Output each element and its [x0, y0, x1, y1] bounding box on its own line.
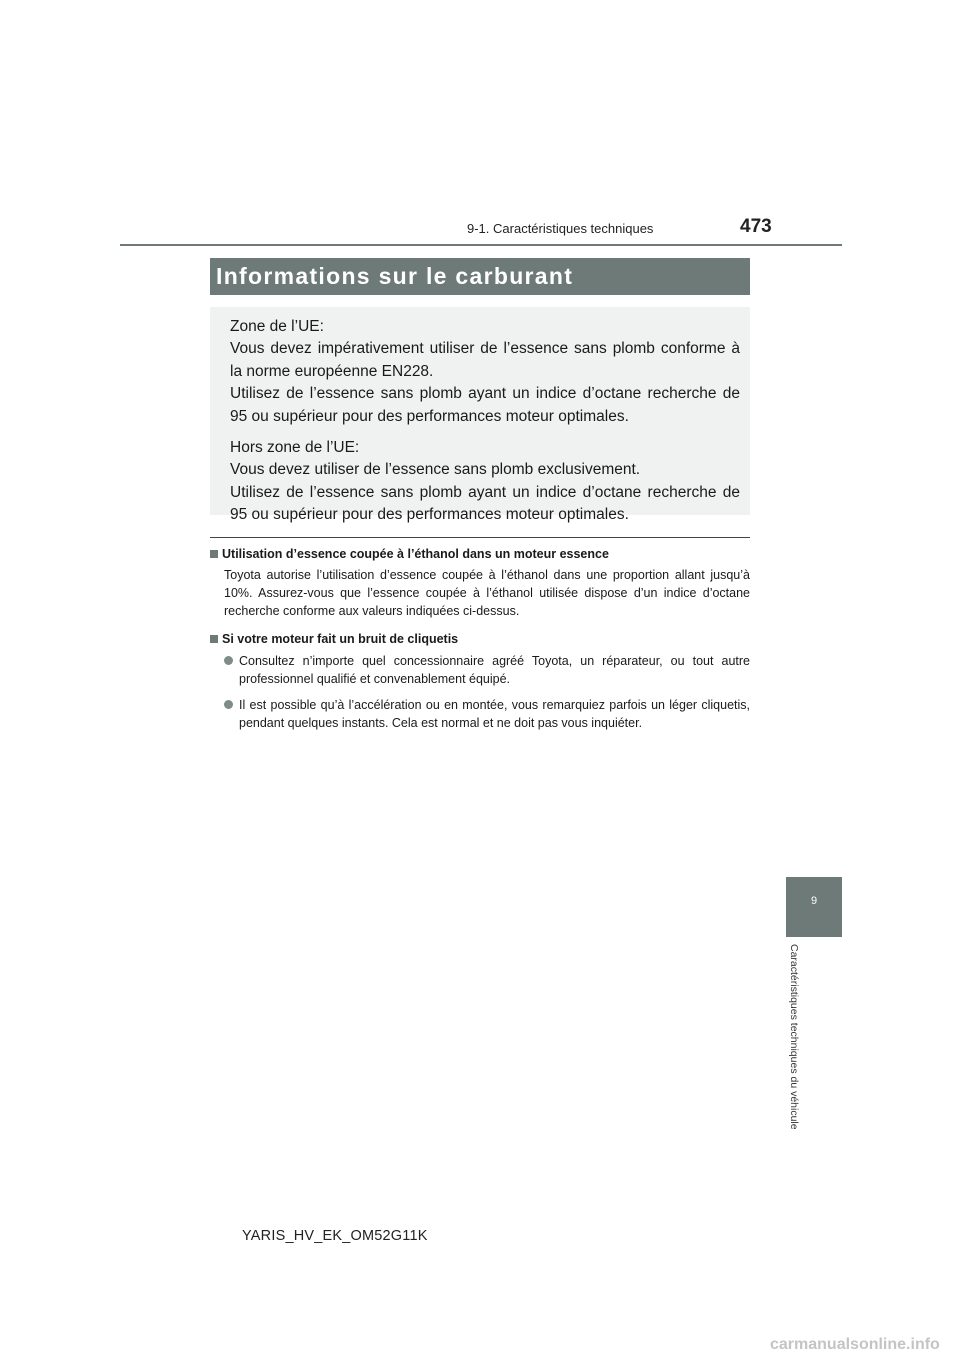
fuel-info-box	[210, 307, 750, 524]
page-number: 473	[740, 216, 772, 237]
section-heading-ethanol	[210, 545, 750, 563]
list-item-text: Il est possible qu’à l’accélération ou en montée, vous remarquiez parfois un léger cliquetis, pendant quelques instants. Cela est normal et ne doit pas vous inquiéter.	[239, 698, 750, 730]
eu-zone-line-2: Utilisez de l’essence sans plomb ayant un indice d’octane recherche de 95 ou supérieur pour des performances moteur optimales.	[230, 385, 740, 425]
page-title: Informations sur le carburant	[216, 263, 574, 289]
chapter-number: 9	[810, 895, 818, 907]
eu-zone-line-1: Vous devez impérativement utiliser de l’essence sans plomb conforme à la norme européenne EN228.	[230, 340, 740, 380]
non-eu-zone-heading: Hors zone de l’UE:	[230, 439, 360, 457]
chapter-tab	[786, 877, 842, 937]
section-divider	[210, 537, 750, 538]
section-heading-knocking	[210, 630, 750, 648]
eu-zone-heading: Zone de l’UE:	[230, 318, 324, 335]
title-bar	[210, 258, 750, 295]
watermark: carmanualsonline.info	[770, 1336, 940, 1353]
non-eu-zone-line-2: Utilisez de l’essence sans plomb ayant un indice d’octane recherche de 95 ou supérieur pour des performances moteur optimales.	[230, 483, 740, 524]
circle-bullet-icon	[224, 700, 233, 709]
square-bullet-icon	[210, 550, 218, 558]
section-heading-ethanol-text: Utilisation d’essence coupée à l’éthanol dans un moteur essence	[222, 547, 609, 561]
list-item-text: Consultez n’importe quel concessionnaire agréé Toyota, un réparateur, ou tout autre professionnel qualifié et convenablement équipé.	[239, 654, 750, 686]
document-code: YARIS_HV_EK_OM52G11K	[242, 1228, 428, 1244]
circle-bullet-icon	[224, 656, 233, 665]
chapter-label: Caractéristiques techniques du véhicule	[788, 944, 800, 1130]
list-item	[224, 652, 750, 688]
list-item	[224, 696, 750, 732]
square-bullet-icon	[210, 635, 218, 643]
body-content	[210, 545, 750, 732]
section-header: 9-1. Caractéristiques techniques	[467, 221, 654, 236]
non-eu-zone-line-1: Vous devez utiliser de l’essence sans plomb exclusivement.	[230, 461, 641, 479]
ethanol-paragraph: Toyota autorise l’utilisation d’essence coupée à l’éthanol dans une proportion allant jusqu’à 10%. Assurez-vous que l’essence coupée à l’éthanol utilisée dispose d’un indice d’octane recherche conforme aux valeurs indiquées ci-dessus.	[224, 568, 750, 618]
section-heading-knocking-text: Si votre moteur fait un bruit de cliquetis	[222, 632, 459, 646]
header-divider	[120, 244, 842, 246]
